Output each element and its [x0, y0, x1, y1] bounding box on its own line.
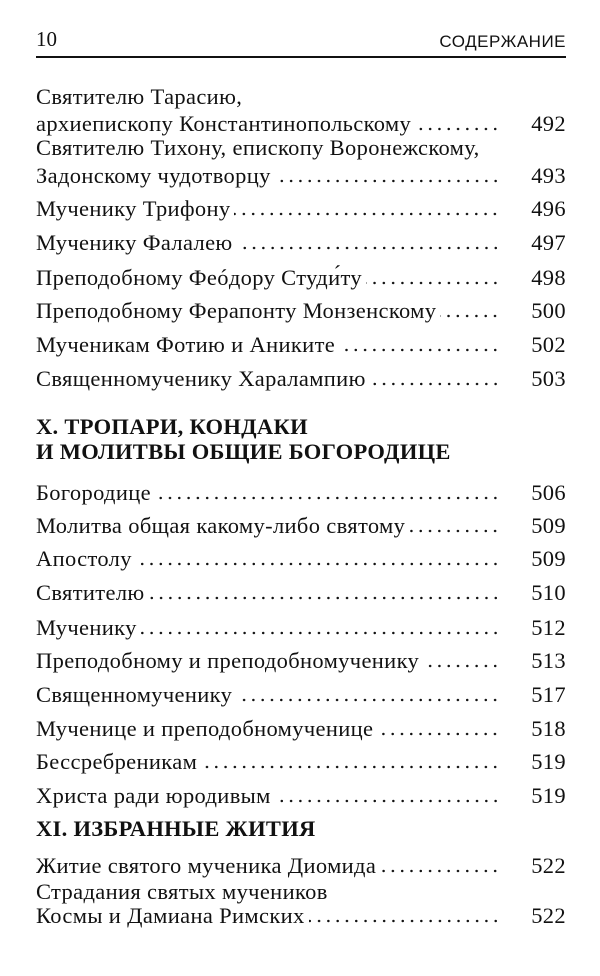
- running-title: СОДЕРЖАНИЕ: [439, 32, 566, 51]
- dot-leader: [155, 496, 500, 500]
- running-header: [36, 22, 566, 52]
- entry-title: Мученикам Фотию и Аниките: [36, 332, 336, 357]
- entry-title: Священномученику Харалампию: [36, 366, 366, 391]
- section-heading: XI. ИЗБРАННЫЕ ЖИТИЯ: [36, 816, 316, 841]
- entry-title: Мученику: [36, 615, 137, 640]
- entry-page: 503: [531, 366, 566, 391]
- toc-entry[interactable]: [36, 614, 566, 642]
- entry-page: 498: [531, 265, 566, 290]
- entry-page: 496: [531, 196, 566, 221]
- toc-entry[interactable]: [36, 782, 566, 810]
- entry-title: Святителю Тарасию,: [36, 84, 243, 109]
- entry-page: 497: [531, 230, 566, 255]
- dot-leader: [275, 179, 500, 183]
- entry-title: Мученику Трифону: [36, 196, 231, 221]
- toc-entry[interactable]: [36, 297, 566, 325]
- entry-title: Задонскому чудотворцу: [36, 163, 271, 188]
- toc-entry[interactable]: [36, 852, 566, 880]
- entry-title: архиепископу Константинопольскому: [36, 111, 412, 136]
- dot-leader: [370, 382, 500, 386]
- toc-entry-line: [36, 134, 566, 162]
- section-heading: И МОЛИТВЫ ОБЩИЕ БОГОРОДИЦЕ: [36, 439, 451, 464]
- dot-leader: [415, 127, 500, 131]
- dot-leader: [377, 732, 500, 736]
- entry-title: Преподобному Ферапонту Монзенскому: [36, 298, 437, 323]
- toc-entry[interactable]: [36, 162, 566, 190]
- dot-leader: [201, 765, 500, 769]
- entry-title: Христа ради юродивым: [36, 783, 271, 808]
- entry-page: 512: [531, 615, 566, 640]
- dot-leader: [275, 799, 500, 803]
- entry-page: 509: [531, 546, 566, 571]
- entry-page: 500: [531, 298, 566, 323]
- entry-page: 518: [531, 716, 566, 741]
- toc-entry[interactable]: [36, 365, 566, 393]
- dot-leader: [339, 348, 500, 352]
- toc-entry[interactable]: [36, 331, 566, 359]
- toc-entry[interactable]: [36, 715, 566, 743]
- dot-leader: [236, 698, 500, 702]
- toc-entry[interactable]: [36, 229, 566, 257]
- entry-title: Страдания святых мучеников: [36, 879, 328, 904]
- header-rule: [36, 56, 566, 58]
- entry-title: Богородице: [36, 480, 151, 505]
- entry-page: 502: [531, 332, 566, 357]
- entry-title: Житие святого мученика Диомида: [36, 853, 377, 878]
- toc-entry[interactable]: [36, 579, 566, 607]
- entry-page: 519: [531, 749, 566, 774]
- toc-entry[interactable]: [36, 479, 566, 507]
- dot-leader: [309, 919, 500, 923]
- dot-leader: [149, 596, 500, 600]
- entry-page: 522: [531, 853, 566, 878]
- dot-leader: [237, 246, 500, 250]
- toc-entry[interactable]: [36, 545, 566, 573]
- entry-title: Святителю Тихону, епископу Воронежскому,: [36, 135, 480, 160]
- entry-page: 506: [531, 480, 566, 505]
- entry-page: 513: [531, 648, 566, 673]
- dot-leader: [380, 869, 500, 873]
- entry-title: Мученику Фалалею: [36, 230, 233, 255]
- dot-leader: [136, 562, 500, 566]
- toc-entry-line: [36, 83, 566, 111]
- toc-entry[interactable]: [36, 195, 566, 223]
- entry-title: Священномученику: [36, 682, 233, 707]
- entry-title: Святителю: [36, 580, 145, 605]
- entry-title: Преподобному и преподобномученику: [36, 648, 420, 673]
- dot-leader: [366, 281, 500, 285]
- dot-leader: [141, 631, 500, 635]
- entry-title: Молитва общая какому-либо святому: [36, 513, 406, 538]
- toc-entry[interactable]: [36, 902, 566, 930]
- entry-page: 509: [531, 513, 566, 538]
- entry-title: Космы и Дамиана Римских: [36, 903, 305, 928]
- dot-leader: [440, 314, 500, 318]
- dot-leader: [423, 664, 500, 668]
- toc-entry[interactable]: [36, 748, 566, 776]
- toc-entry[interactable]: [36, 647, 566, 675]
- entry-page: 522: [531, 903, 566, 928]
- entry-title: Апостолу: [36, 546, 132, 571]
- entry-title: Мученице и преподобномученице: [36, 716, 374, 741]
- dot-leader: [409, 529, 500, 533]
- entry-page: 493: [531, 163, 566, 188]
- entry-title: Бессребреникам: [36, 749, 198, 774]
- toc-entry[interactable]: [36, 264, 566, 292]
- entry-title: Преподобному Феóдору Студи́ту: [36, 265, 362, 290]
- page-number: 10: [36, 27, 57, 51]
- dot-leader: [234, 212, 500, 216]
- toc-entry[interactable]: [36, 512, 566, 540]
- entry-page: 519: [531, 783, 566, 808]
- section-heading: X. ТРОПАРИ, КОНДАКИ: [36, 414, 308, 439]
- entry-page: 517: [531, 682, 566, 707]
- entry-page: 492: [531, 111, 566, 136]
- toc-entry[interactable]: [36, 681, 566, 709]
- entry-page: 510: [531, 580, 566, 605]
